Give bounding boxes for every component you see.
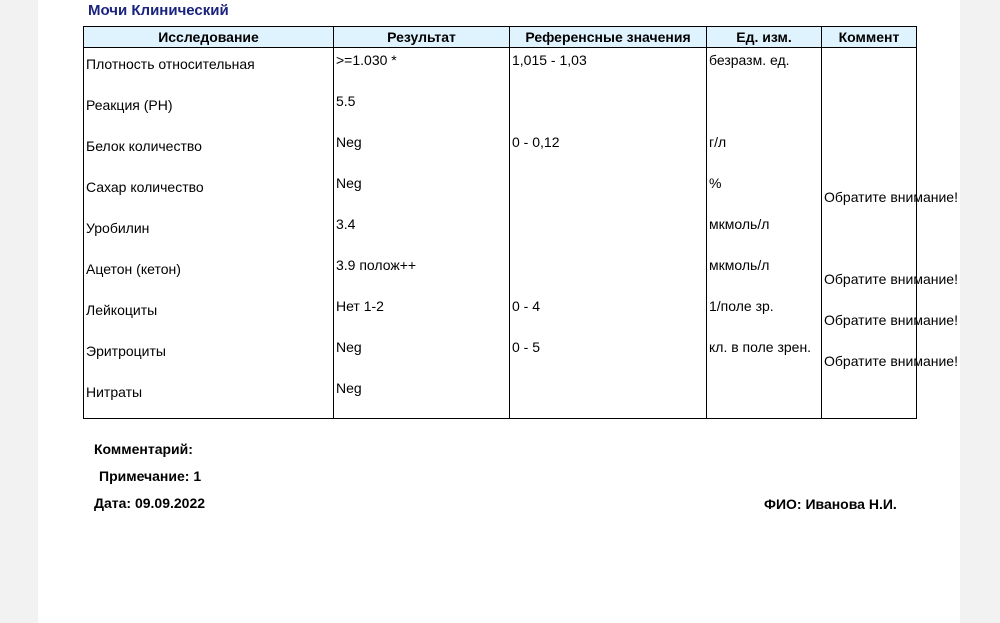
cell-reference bbox=[510, 253, 707, 294]
cell-comment bbox=[822, 253, 958, 294]
cell-comment bbox=[822, 335, 958, 376]
cell-test-name: Плотность относительная bbox=[84, 48, 334, 90]
table-row bbox=[84, 130, 917, 171]
header-test: Исследование bbox=[84, 27, 334, 48]
cell-test-name: Сахар количество bbox=[84, 171, 334, 212]
header-unit: Ед. изм. bbox=[707, 27, 822, 48]
cell-comment bbox=[822, 294, 958, 335]
cell-reference bbox=[510, 89, 707, 130]
cell-test-name: Реакция (PH) bbox=[84, 89, 334, 130]
report-title: Мочи Клинический bbox=[88, 2, 229, 19]
table-row bbox=[84, 294, 917, 335]
cell-test-name: Лейкоциты bbox=[84, 294, 334, 335]
cell-result: Neg bbox=[334, 171, 510, 212]
cell-result: Neg bbox=[334, 376, 510, 419]
cell-unit: 1/поле зр. bbox=[707, 294, 822, 335]
table-row bbox=[84, 48, 917, 90]
cell-test-name: Уробилин bbox=[84, 212, 334, 253]
cell-unit: г/л bbox=[707, 130, 822, 171]
cell-comment bbox=[822, 48, 917, 90]
cell-unit: % bbox=[707, 171, 822, 212]
cell-test-name: Эритроциты bbox=[84, 335, 334, 376]
cell-comment bbox=[822, 89, 917, 130]
date-text: Дата: 09.09.2022 bbox=[94, 495, 206, 511]
header-result: Результат bbox=[334, 27, 510, 48]
cell-comment bbox=[822, 376, 917, 419]
cell-test-name: Нитраты bbox=[84, 376, 334, 419]
cell-reference: 1,015 - 1,03 bbox=[510, 48, 707, 90]
cell-unit: безразм. ед. bbox=[707, 48, 822, 90]
attention-note: Обратите внимание! bbox=[824, 189, 958, 205]
cell-unit bbox=[707, 376, 822, 419]
cell-result: 3.9 полож++ bbox=[334, 253, 510, 294]
cell-test-name: Ацетон (кетон) bbox=[84, 253, 334, 294]
attention-note: Обратите внимание! bbox=[824, 353, 958, 369]
cell-result: Neg bbox=[334, 130, 510, 171]
table-row bbox=[84, 253, 917, 294]
table-row bbox=[84, 171, 917, 212]
table-row bbox=[84, 335, 917, 376]
results-table bbox=[83, 26, 958, 419]
cell-result: Neg bbox=[334, 335, 510, 376]
cell-result: 3.4 bbox=[334, 212, 510, 253]
table-row bbox=[84, 376, 917, 419]
report-page bbox=[38, 0, 960, 623]
cell-reference: 0 - 5 bbox=[510, 335, 707, 376]
table-row bbox=[84, 212, 917, 253]
note-text: Примечание: 1 bbox=[99, 468, 202, 484]
fio-text: ФИО: Иванова Н.И. bbox=[764, 496, 897, 512]
cell-reference bbox=[510, 376, 707, 419]
cell-unit: кл. в поле зрен. bbox=[707, 335, 822, 376]
table-row bbox=[84, 89, 917, 130]
cell-result: >=1.030 * bbox=[334, 48, 510, 90]
header-reference: Референсные значения bbox=[510, 27, 707, 48]
cell-reference bbox=[510, 212, 707, 253]
cell-comment bbox=[822, 171, 958, 212]
cell-result: 5.5 bbox=[334, 89, 510, 130]
cell-comment bbox=[822, 130, 917, 171]
table-header-row bbox=[84, 27, 917, 48]
cell-reference bbox=[510, 171, 707, 212]
attention-note: Обратите внимание! bbox=[824, 271, 958, 287]
cell-unit: мкмоль/л bbox=[707, 212, 822, 253]
header-comment: Коммент bbox=[822, 27, 917, 48]
cell-unit bbox=[707, 89, 822, 130]
cell-result: Нет 1-2 bbox=[334, 294, 510, 335]
cell-reference: 0 - 4 bbox=[510, 294, 707, 335]
cell-test-name: Белок количество bbox=[84, 130, 334, 171]
cell-unit: мкмоль/л bbox=[707, 253, 822, 294]
attention-note: Обратите внимание! bbox=[824, 312, 958, 328]
cell-comment bbox=[822, 212, 917, 253]
comment-label: Комментарий: bbox=[94, 441, 193, 457]
cell-reference: 0 - 0,12 bbox=[510, 130, 707, 171]
